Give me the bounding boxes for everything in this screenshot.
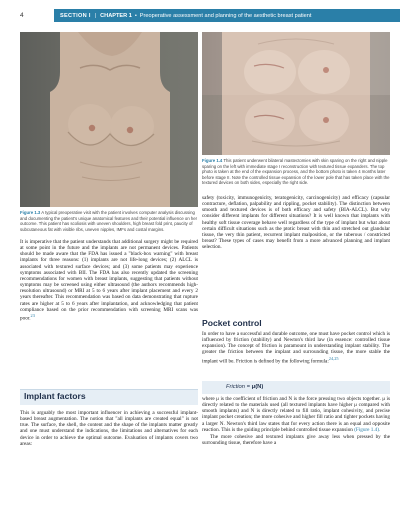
right-paragraph-3-text: where μ is the coefficient of friction and N is the force pressing two objects together. μ is directly related to the materials used (all textured implants have higher μ compared with smooth implants) and N is directly related to fill ratio, implant cohesivity, and precise implant pocket creation; the more cohesive and higher fill ratio and tighter pockets having a larger N. Newton's third law states that for every action there is an equal and opposite reaction. This is the guiding principle behind controlled tissue expansion	[202, 396, 390, 433]
chapter-label: CHAPTER 1	[100, 12, 132, 19]
figure-1-3-label: Figure 1.3	[20, 210, 41, 215]
right-paragraph-2	[202, 331, 390, 365]
chapter-title: Preoperative assessment and planning of the aesthetic breast patient	[139, 12, 312, 19]
figure-1-3-caption	[20, 210, 198, 232]
figure-1-4-caption	[202, 158, 390, 186]
figure-1-4-label: Figure 1.4	[202, 158, 223, 163]
left-paragraph-1	[20, 239, 198, 322]
friction-formula	[202, 381, 390, 394]
section-label: SECTION I	[60, 12, 91, 19]
figure-1-4-photo-bottom	[202, 95, 390, 155]
pocket-control-heading: Pocket control	[202, 318, 262, 328]
formula-eq: =	[246, 384, 251, 390]
reference-23[interactable]: 23	[30, 312, 35, 318]
formula-right: μ(N)	[251, 384, 264, 390]
reference-24-25[interactable]: 24,25	[328, 355, 339, 361]
figure-1-3-photo	[20, 32, 198, 207]
right-paragraph-2-text: In order to have a successful and durable outcome, one must have pocket control which is influenced by friction (stability) and Newton's third law (in essence: controlled tissue expansion). The concept of friction is paramount in understanding implant stability. The greater the friction between the implant and surrounding tissue, the more stable the implant will be. Friction is defined by the following formula:	[202, 331, 390, 365]
chapter-bullet: •	[134, 12, 137, 19]
figure-1-4-reference[interactable]: (Figure 1.4).	[354, 426, 381, 433]
formula-left: Friction	[226, 384, 246, 390]
right-paragraph-3	[202, 396, 390, 446]
figure-1-3-caption-text: A typical preoperative visit with the patient involves computer analysis discussing and documenting the patient's unique anatomical features and their potential influence on her outcome. This patient has scoliosis with uneven shoulders, high breast fold print, paucity of subcutaneous fat with visible ribs, uneven nipples, IMFs and costal margins.	[20, 210, 198, 232]
page-number: 4	[20, 12, 24, 19]
left-paragraph-2: This is arguably the most important influencer in achieving a successful implant-based breast augmentation. The notion that "all implants are created equal" is not true. The surface, the shell, the content and the shape of the implants matter greatly and one must understand the indications, the limitations and alternatives for each device in order to achieve the optimal outcome. Evaluation of implants covers two areas:	[20, 410, 198, 447]
right-paragraph-1: safety (toxicity, immunogenicity, teratogenicity, carcinogenicity) and efficacy (capsular contracture, deflation, palpability and rippling, pocket stability). The distinction between smooth and textured devices is of both efficacy and safety (BIA-ALCL). But why consider different implants for different situations? It is well known that implants with healthy soft tissue coverage behave well regardless of the type of implant but what about certain difficult situations such as the ptotic breast with thin and stretched out glandular tissue, the very thin patient, recurrent implant malposition, or the tuberous / constricted breast? These types of cases may benefit from a more advanced planning and implant selection.	[202, 195, 390, 251]
figure-1-4-caption-text: This patient underwent bilateral mastectomies with skin sparing on the right and nipple sparing on the left with immediate stage I reconstruction with textured tissue expanders. The top photo is taken at the end of the expansion process, and the bottom photo is taken 4 months later before stage II. Note the controlled tissue expansion of the lower pole that has taken place with the textured devices on both sides, especially the right side.	[202, 158, 390, 186]
running-header: SECTION I | CHAPTER 1 • Preoperative assessment and planning of the aesthetic breast patient	[54, 9, 400, 22]
left-paragraph-1-text: It is imperative that the patient understands that additional surgery might be required at some point in the future and the implants are not permanent devices. Patients should be made aware that the FDA has issued a "black-box warning" with breast implants for three reasons: (1) implants are not life-long devices; (2) ALCL is associated with textured surface devices; and (3) some patients may experience symptoms associated with BII. The FDA has also recently updated the screening recommendations for women with breast implants, suggesting that patients without symptoms may be screened using either ultrasound (the authors recommends high-resolution ultrasound) or MRI at 5 to 6 years after implant placement and every 2 years thereafter. This recommendation was based on data demonstrating that rupture rates are higher at 5 to 6 years after implantation, and acknowledging that patient compliance based on the prior recommendation with screening MRI scans was poor.	[20, 239, 198, 322]
implant-factors-heading: Implant factors	[24, 391, 86, 401]
right-paragraph-4: The more cohesive and textured implants give away less when pressed by the surrounding tissue, therefore have a	[202, 433, 390, 447]
